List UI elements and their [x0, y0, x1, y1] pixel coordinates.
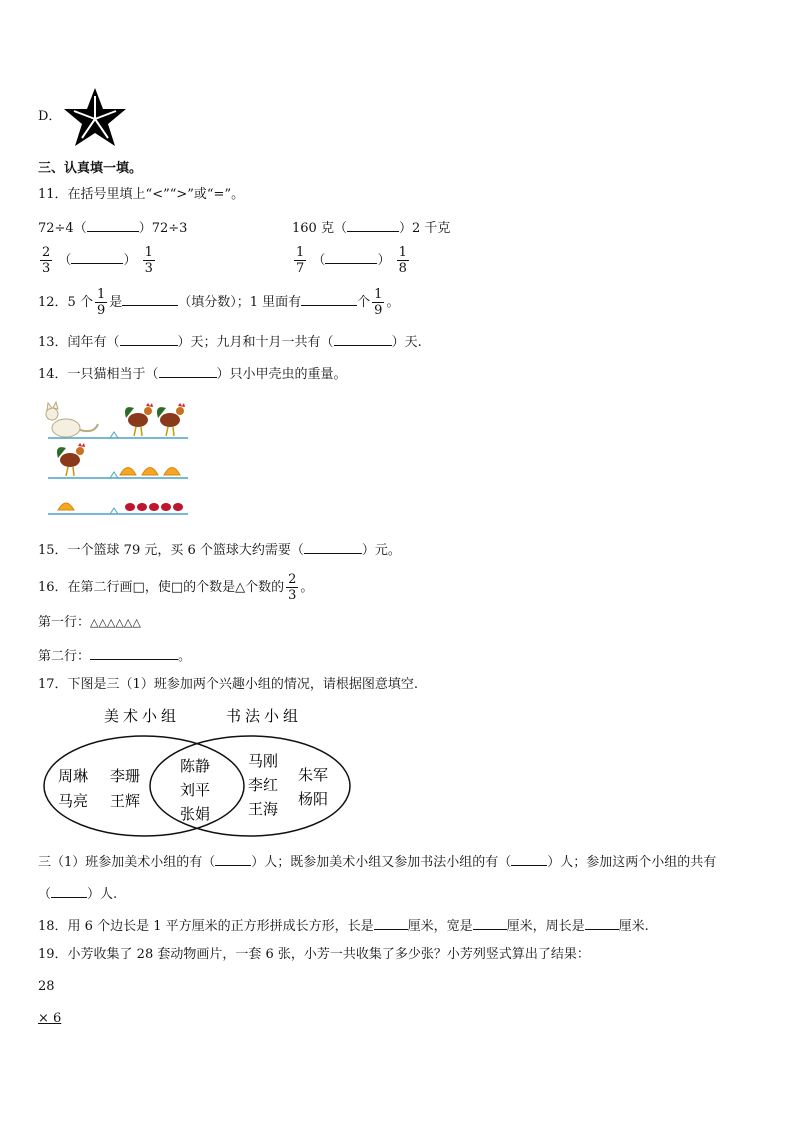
q11-c-blank[interactable] — [71, 250, 123, 264]
venn-name: 杨阳 — [298, 790, 329, 808]
q14-blank[interactable] — [159, 364, 217, 378]
q17-questions-line2: （ ）人. — [38, 884, 117, 904]
venn-name: 李红 — [248, 776, 279, 794]
q19-stem: 19．小芳收集了 28 套动物画片，一套 6 张，小芳一共收集了多少张？小芳列竖式算出了结果： — [38, 947, 590, 962]
q13-blank-2[interactable] — [334, 332, 392, 346]
fraction: $\frac{1}{8}$ — [398, 245, 407, 276]
q15: 15．一个篮球 79 元，买 6 个篮球大约需要（ ）元。 — [38, 540, 401, 560]
beetle-icon — [149, 503, 159, 511]
venn-name: 刘平 — [180, 781, 211, 799]
q11-a-left: 72÷4（ — [38, 221, 87, 236]
section-heading: 三、认真填一填。 — [38, 161, 143, 176]
q18-blank-1[interactable] — [374, 916, 408, 930]
venn-diagram — [40, 700, 360, 840]
q14: 14．一只猫相当于（ ）只小甲壳虫的重量。 — [38, 364, 347, 384]
shell-icon — [120, 468, 136, 476]
q18-blank-2[interactable] — [473, 916, 507, 930]
rooster-icon — [157, 403, 185, 436]
q11-item-d: $\frac{1}{7}$ （ ） $\frac{1}{8}$ — [296, 245, 407, 276]
q18: 18．用 6 个边长是 1 平方厘米的正方形拼成长方形，长是 厘米，宽是 厘米，周长是 厘米. — [38, 916, 649, 936]
fraction: $\frac{2}{3}$ — [42, 245, 51, 276]
venn-name: 周琳 — [58, 767, 89, 785]
venn-name: 王辉 — [110, 792, 141, 810]
q15-blank[interactable] — [304, 540, 362, 554]
beetle-icon — [137, 503, 147, 511]
shell-icon — [142, 468, 158, 476]
q16-row1: 第一行：△△△△△△ — [38, 615, 141, 630]
q16-blank[interactable] — [90, 646, 178, 660]
venn-name: 李珊 — [110, 767, 141, 785]
q11-item-c: $\frac{2}{3}$ （ ） $\frac{1}{3}$ — [42, 245, 153, 276]
venn-name: 朱军 — [298, 766, 329, 784]
venn-name: 王海 — [248, 800, 279, 818]
fraction: $\frac{1}{7}$ — [296, 245, 305, 276]
q16-row2: 第二行： 。 — [38, 646, 191, 666]
rooster-icon — [125, 403, 153, 436]
q17-questions-line1: 三（1）班参加美术小组的有（ ）人；既参加美术小组又参加书法小组的有（ ）人；参加这两个小组的共有 — [38, 852, 716, 872]
fraction: $\frac{1}{9}$ — [96, 287, 106, 318]
q11-a-right: ）72÷3 — [138, 221, 188, 236]
q11-b-left: 160 克（ — [292, 221, 347, 236]
q13-blank-1[interactable] — [120, 332, 178, 346]
q12-blank-1[interactable] — [122, 292, 178, 306]
q11-a-blank[interactable] — [87, 218, 139, 232]
shell-icon — [58, 503, 74, 510]
q11-b-right: ）2 千克 — [398, 221, 451, 236]
beetle-icon — [161, 503, 171, 511]
q12-blank-2[interactable] — [301, 292, 357, 306]
option-d-label: D． — [38, 109, 62, 124]
venn-name: 马亮 — [58, 792, 89, 810]
q19-line1: 28 — [38, 979, 55, 994]
fraction: $\frac{1}{3}$ — [144, 245, 153, 276]
beetle-icon — [125, 503, 135, 511]
q11-b-blank[interactable] — [347, 218, 399, 232]
q11-stem: 11．在括号里填上“<”“>”或“=”。 — [38, 187, 245, 202]
shell-icon — [164, 468, 180, 476]
q16: 16．在第二行画□，使□的个数是△个数的 $\frac{2}{3}$ 。 — [38, 572, 314, 603]
q19-line2: × 6 — [38, 1011, 62, 1026]
beetle-icon — [173, 503, 183, 511]
venn-left-title: 美术小组 — [104, 707, 181, 725]
cat-icon — [46, 402, 98, 437]
fraction: $\frac{1}{9}$ — [374, 287, 383, 318]
q11-item-b — [292, 218, 450, 238]
q13: 13．闰年有（ ）天；九月和十月一共有（ ）天. — [38, 332, 422, 352]
venn-right-title: 书法小组 — [226, 707, 303, 725]
venn-name: 马刚 — [248, 752, 279, 770]
venn-name: 张娟 — [180, 805, 211, 823]
q18-blank-3[interactable] — [585, 916, 619, 930]
q17-blank-3[interactable] — [51, 884, 87, 898]
fraction: $\frac{2}{3}$ — [288, 572, 297, 603]
venn-name: 陈静 — [180, 757, 211, 775]
q11-d-blank[interactable] — [325, 250, 377, 264]
q17-blank-2[interactable] — [511, 852, 547, 866]
star-icon — [62, 86, 128, 148]
q11-item-a — [38, 218, 187, 238]
rooster-icon — [57, 443, 85, 476]
q12: 12．5 个 $\frac{1}{9}$ 是 （填分数）；1 里面有 个 $\frac{1}{9}$ 。 — [38, 287, 400, 318]
q17-blank-1[interactable] — [215, 852, 251, 866]
q17-stem: 17．下图是三（1）班参加两个兴趣小组的情况，请根据图意填空. — [38, 677, 418, 692]
balance-scales-figure — [38, 398, 198, 522]
